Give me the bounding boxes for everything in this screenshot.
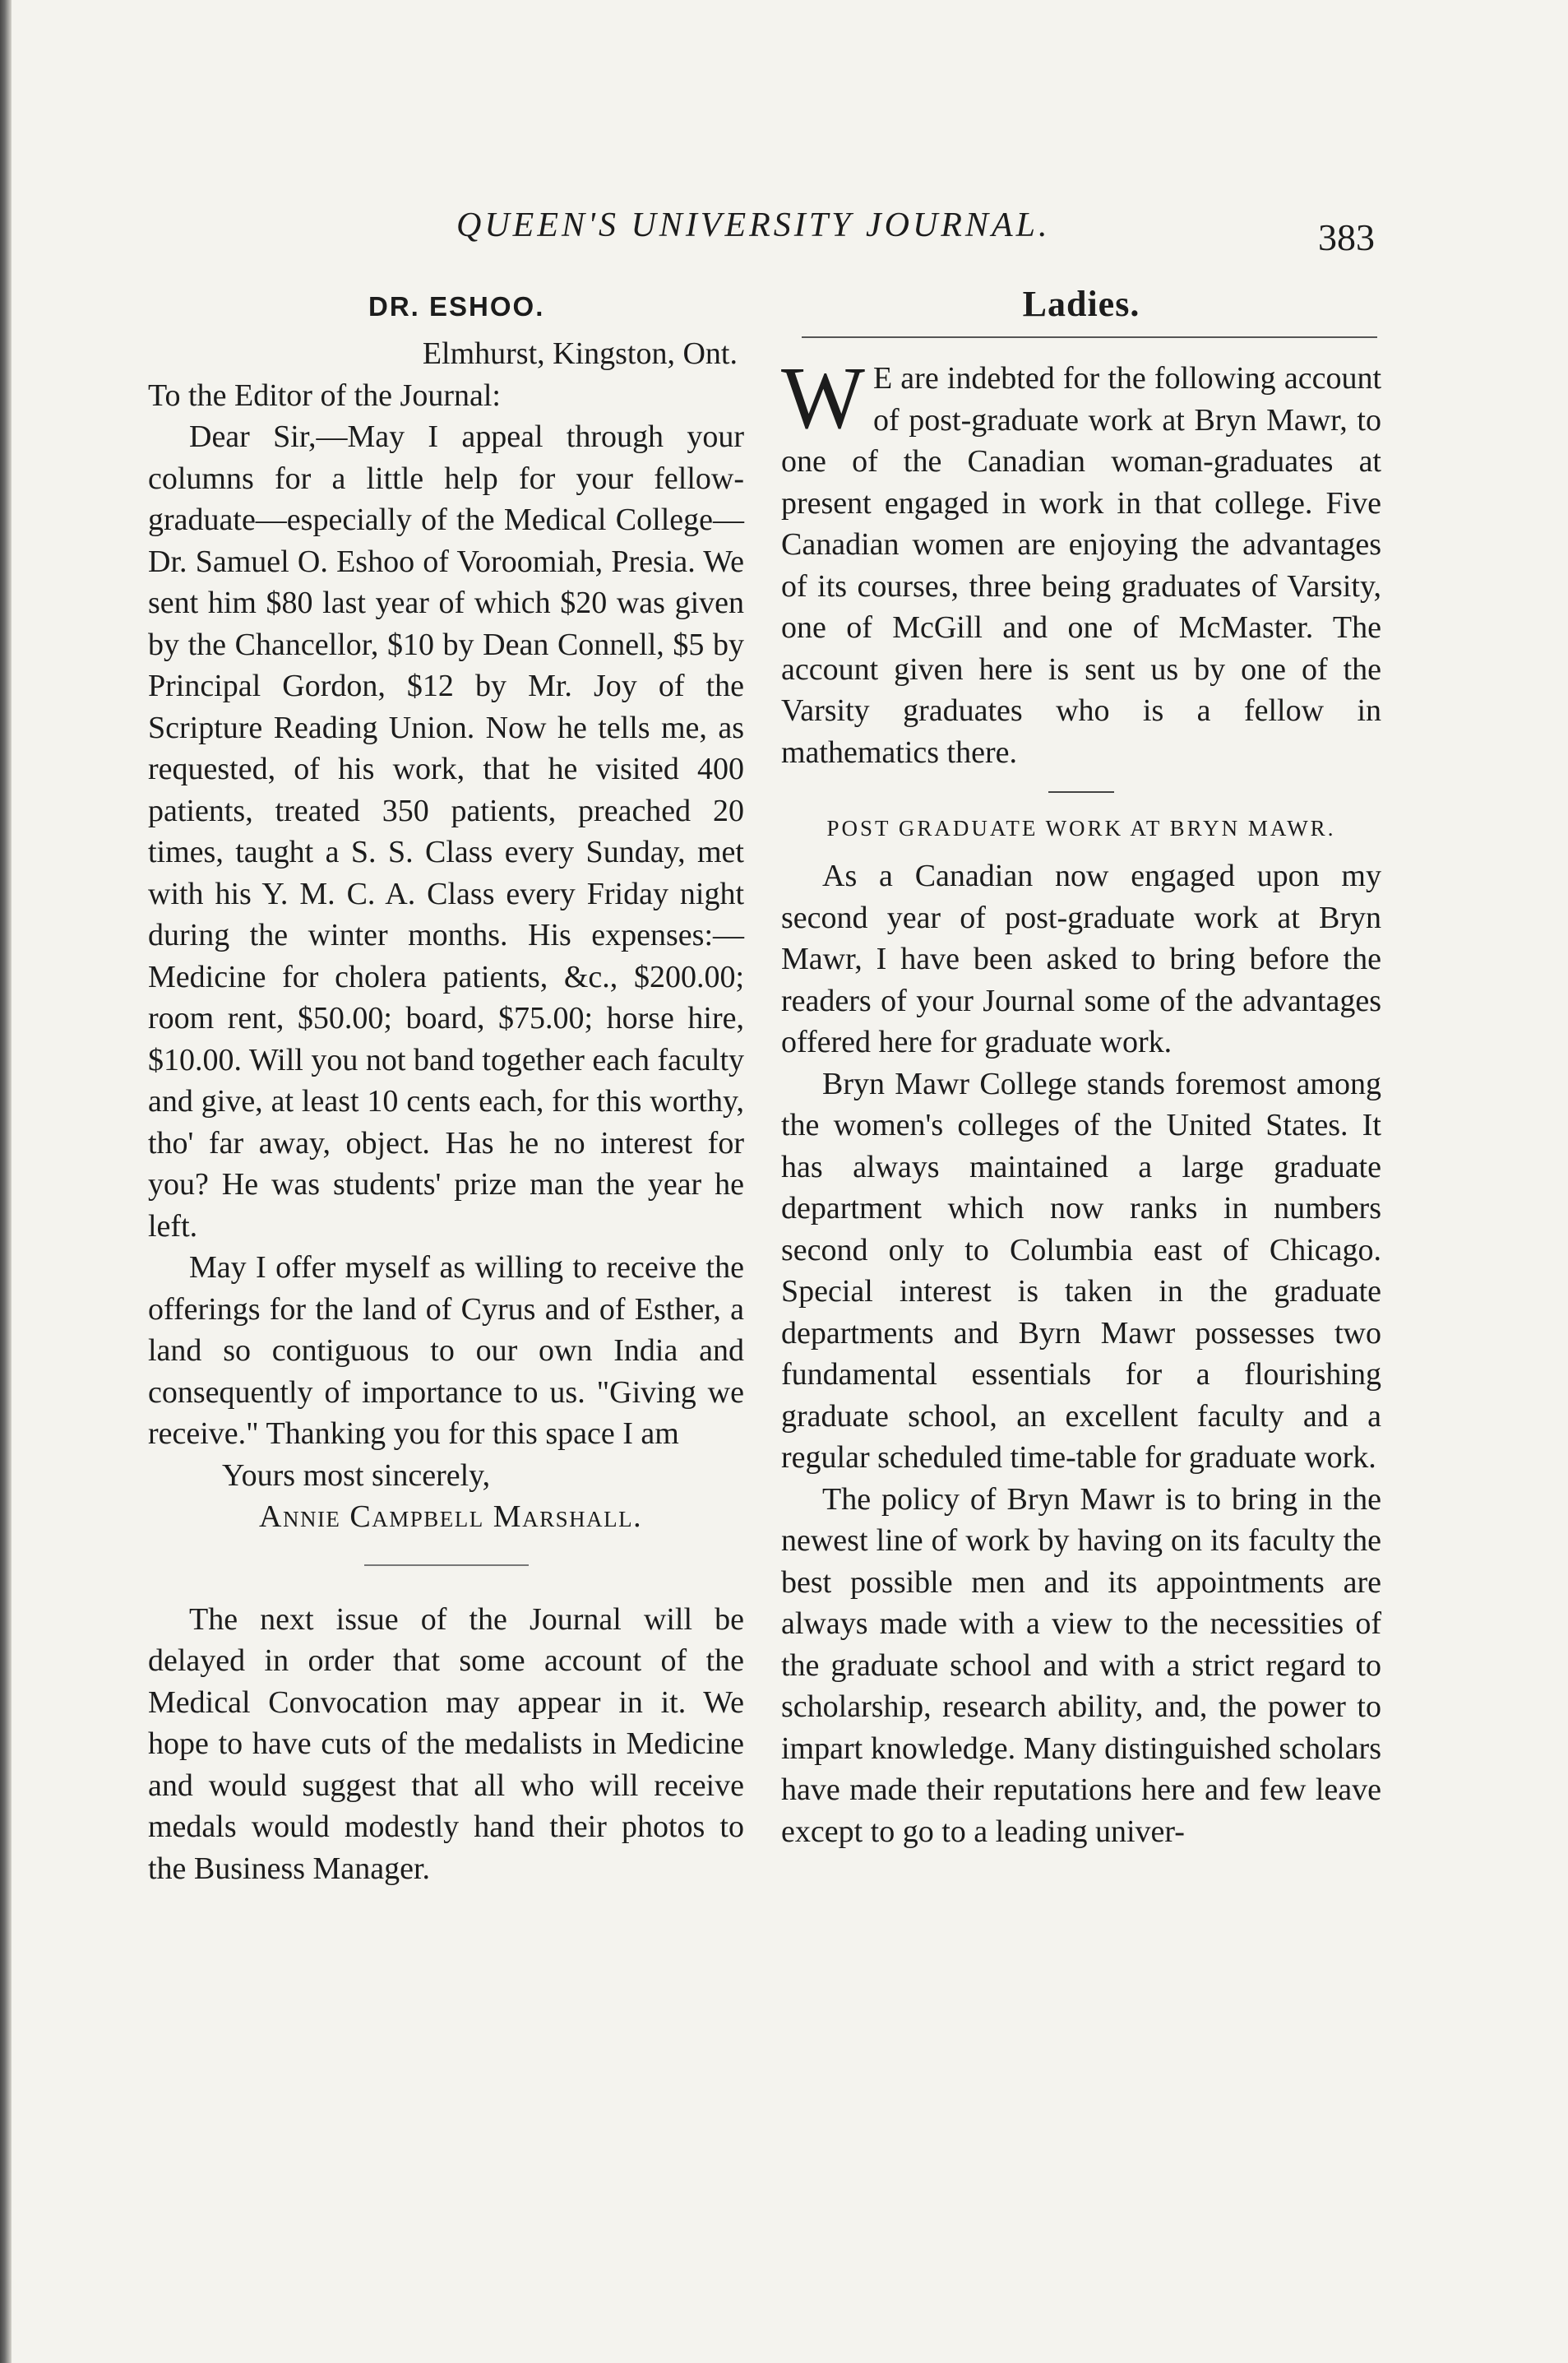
- letter-paragraph: Dear Sir,—May I appeal through your columns for a little help for your fellow-graduate—especially of the Medical College—Dr. Samuel O. Eshoo of Voroomiah, Presia. We sent him $80 last year of which $20 was given by the Chancellor, $10 by Dean Connell, $5 by Principal Gordon, $12 by Mr. Joy of the Scripture Reading Union. Now he tells me, as requested, of his work, that he visited 400 patients, treated 350 patients, preached 20 times, taught a S. S. Class every Sunday, met with his Y. M. C. A. Class every Friday night during the winter months. His expenses:—Medicine for cholera patients, &c., $200.00; room rent, $50.00; board, $75.00; horse hire, $10.00. Will you not band together each faculty and give, at least 10 cents each, for this worthy, tho' far away, object. Has he no interest for you? He was students' prize man the year he left.: [148, 419, 744, 1244]
- letter-signature: Annie Campbell Marshall.: [259, 1499, 643, 1534]
- right-column: [781, 284, 1381, 1852]
- article-divider: [1048, 791, 1114, 793]
- article-paragraph: The policy of Bryn Mawr is to bring in the newest line of work by having on its faculty the best possible men and its appointments are always made with a view to the necessities of the graduate school and with a strict regard to scholarship, research ability, and, the power to impart knowledge. Many distinguished scholars have made their reputations here and few leave except to go to a leading univer-: [781, 1481, 1381, 1849]
- notice-paragraph: The next issue of the Journal will be delayed in order that some account of the Medical Convocation may appear in it. We hope to have cuts of the medalists in Medicine and would suggest that all who will receive medals would modestly hand their photos to the Business Manager.: [148, 1601, 744, 1886]
- letter-address: Elmhurst, Kingston, Ont.: [422, 336, 738, 371]
- binding-edge: [0, 0, 12, 2363]
- section-heading: Ladies.: [1022, 284, 1140, 324]
- letter-salutation: To the Editor of the Journal:: [148, 378, 501, 413]
- left-column: [148, 284, 744, 1889]
- letter-closing: Yours most sincerely,: [222, 1457, 491, 1493]
- article-paragraph: As a Canadian now engaged upon my second year of post-graduate work at Bryn Mawr, I have been asked to bring before the readers of your Journal some of the advantages offered here for graduate work.: [781, 859, 1381, 1059]
- page-number: 383: [1318, 216, 1375, 258]
- article-paragraph: Bryn Mawr College stands foremost among the women's colleges of the United States. It has always maintained a large graduate department which now ranks in numbers second only to Columbia east of Chicago. Special interest is taken in the graduate departments and Byrn Mawr possesses two fundamental essentials for a flourishing graduate school, an excellent faculty and a regular scheduled time-table for graduate work.: [781, 1066, 1381, 1475]
- intro-paragraph: [781, 350, 1381, 773]
- heading-rule: [802, 336, 1377, 338]
- letter-title: DR. ESHOO.: [368, 291, 545, 322]
- drop-cap: W: [781, 350, 865, 447]
- letter-paragraph: May I offer myself as willing to receive the offerings for the land of Cyrus and of Esther, a land so contiguous to our own India and consequently of importance to us. "Giving we receive." Thanking you for this space I am: [148, 1250, 744, 1451]
- intro-text: E are indebted for the following account of post-graduate work at Bryn Mawr, to one of the Canadian woman-graduates at present engaged in work in that college. Five Canadian women are enjoying the advantages of its courses, three being graduates of Varsity, one of McGill and one of McMaster. The account given here is sent us by one of the Varsity graduates who is a fellow in mathematics there.: [781, 361, 1381, 770]
- section-divider: [364, 1564, 529, 1566]
- running-head: QUEEN'S UNIVERSITY JOURNAL.: [456, 206, 1051, 244]
- article-title: POST GRADUATE WORK AT BRYN MAWR.: [826, 816, 1336, 841]
